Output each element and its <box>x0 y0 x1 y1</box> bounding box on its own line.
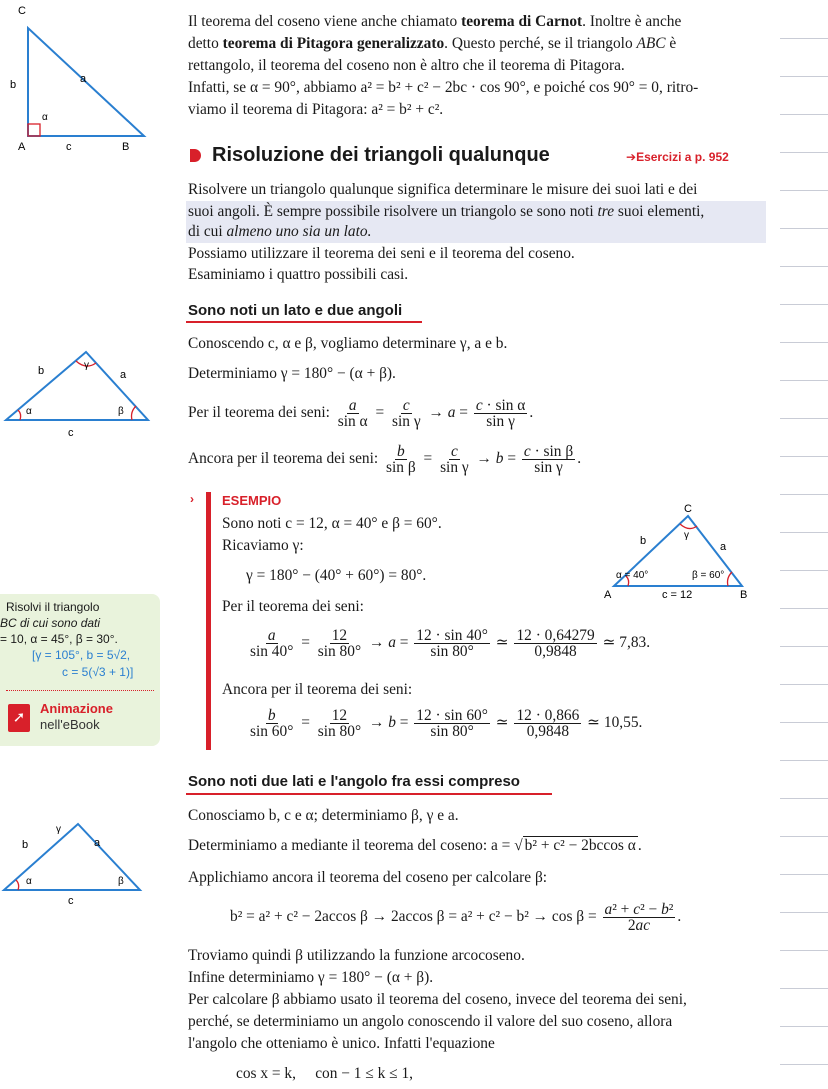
angle-gamma-label: γ <box>84 360 89 371</box>
intro-line-5: viamo il teorema di Pitagora: a² = b² + c². <box>188 101 444 118</box>
result-b: ≃ 10,55. <box>587 714 643 732</box>
case2-line-6: Infine determiniamo γ = 180° − (α + β). <box>188 969 434 986</box>
side-b-label: b <box>640 535 647 547</box>
vertex-a-label: A <box>604 589 612 601</box>
right-angle-mark <box>28 124 40 136</box>
fraction: $\frac{\text{a² + c² − b²}}{2ac}$ <box>604 901 674 934</box>
example-triangle-figure <box>598 500 758 606</box>
side-c-label: c <box>68 895 74 906</box>
sidebar-divider <box>6 690 154 691</box>
fraction: $\frac{12 \cdot \sin 40^\circ}{\sin 80^\circ}$ <box>416 627 488 660</box>
triangle-name: ABC <box>636 35 666 52</box>
case1-line-2: Determiniamo γ = 180° − (α + β). <box>188 365 396 382</box>
section-p4: Possiamo utilizzare il teorema dei seni e il teorema del coseno. <box>188 245 575 262</box>
sidebar-line-3: = 10, α = 45°, β = 30°. <box>0 632 118 646</box>
animation-link[interactable] <box>0 700 160 736</box>
case1-underline <box>186 321 422 323</box>
sidebar-line-2: BC di cui sono dati <box>0 616 101 630</box>
case2-line-7: Per calcolare β abbiamo usato il teorema del coseno, invece del teorema dei seni, <box>188 991 687 1008</box>
example-label: ESEMPIO <box>222 493 282 508</box>
exercise-link-label: Esercizi a p. 952 <box>636 150 729 164</box>
beta-arc <box>728 572 733 586</box>
sqrt-sign: √ <box>514 837 523 854</box>
intro-line-2 <box>188 34 676 54</box>
section-text: suoi elementi, <box>614 203 705 220</box>
angle-beta-label: β <box>118 876 124 887</box>
case2-line-1: Conosciamo b, c e α; determiniamo β, γ e a. <box>188 807 459 824</box>
example-line-1: Sono noti c = 12, α = 40° e β = 60°. <box>222 515 442 532</box>
sidebar-line-1: Risolvi il triangolo <box>6 600 100 614</box>
vertex-a-label: A <box>18 141 26 153</box>
fraction: $\frac{12}{\sin 80^\circ}$ <box>317 707 362 740</box>
alpha-arc <box>16 880 19 890</box>
case1-line-1: Conoscendo c, α e β, vogliamo determinare γ, a e b. <box>188 335 508 352</box>
beta-arc <box>132 406 137 420</box>
vertex-c-label: C <box>18 5 26 17</box>
intro-line-4: Infatti, se α = 90°, abbiamo a² = b² + c² − 2bc · cos 90°, e poiché cos 90° = 0, ritro- <box>188 79 699 96</box>
fraction: $\frac{12 \cdot 0,866}{0,9848}$ <box>516 707 580 740</box>
fraction: $\frac{a}{\text{sin α}}$ <box>337 397 368 430</box>
side-a-label: a <box>720 541 727 553</box>
fraction: $\frac{b}{\text{sin β}}$ <box>386 443 416 476</box>
section-p5: Esaminiamo i quattro possibili casi. <box>188 266 409 283</box>
example-line-2: Ricaviamo γ: <box>222 537 304 554</box>
exercise-link[interactable] <box>626 150 729 164</box>
section-p2 <box>188 202 704 222</box>
case2-line-10: cos x = k, con − 1 ≤ k ≤ 1, <box>236 1065 414 1082</box>
result-a: ≃ 7,83. <box>602 634 651 652</box>
case1-line-4: Ancora per il teorema dei seni: $\frac{b}{\text{sin β}}$ = $\frac{c}{\text{sin γ}}$ → b = $\frac{\text{c · sin β}}{\text{sin γ}}$ . <box>188 443 582 476</box>
side-a-label: a <box>80 73 87 85</box>
example-eq-1: $\frac{a}{\sin 40^\circ}$ = $\frac{12}{\sin 80^\circ}$ → a = $\frac{12 \cdot \sin 40^\circ}{\sin 80^\circ}$ ≃ $\frac{12 \cdot 0,64279}{0,9848}$ ≃ 7,83. <box>250 627 651 660</box>
fraction: $\frac{12}{\sin 80^\circ}$ <box>317 627 362 660</box>
case2-line-8: perché, se determiniamo un angolo conoscendo il valore del suo coseno, allora <box>188 1013 673 1030</box>
sqrt-radicand: b² + c² − 2bccos α <box>524 837 636 854</box>
case2-equation: b² = a² + c² − 2accos β → 2accos β = a² + c² − b² → cos β = <box>230 908 597 926</box>
side-a-label: a <box>94 837 101 849</box>
section-title: Risoluzione dei triangoli qualunque <box>212 144 550 166</box>
section-text: di cui <box>188 223 227 240</box>
side-b-label: b <box>38 365 45 377</box>
intro-text: . Inoltre è anche <box>582 13 682 30</box>
carnot-term: teorema di Carnot <box>461 13 583 30</box>
example-bar <box>206 492 211 750</box>
angle-alpha-label: α = 40° <box>616 570 649 581</box>
sidebar-solution-2: c = 5(√3 + 1)] <box>62 665 134 679</box>
right-triangle-figure <box>0 0 160 160</box>
angle-beta-label: β = 60° <box>692 570 725 581</box>
example-line-3: γ = 180° − (40° + 60°) = 80°. <box>246 567 427 584</box>
intro-text: Il teorema del coseno viene anche chiamato <box>188 13 462 30</box>
fraction: $\frac{a}{\sin 40^\circ}$ <box>250 627 294 660</box>
case1-text: Ancora per il teorema dei seni: <box>188 450 379 468</box>
fraction: $\frac{\text{c · sin β}}{\text{sin γ}}$ <box>523 443 574 476</box>
section-text: suoi angoli. È sempre possibile risolvere un triangolo se sono noti <box>188 203 598 220</box>
angle-gamma-label: γ <box>56 824 61 835</box>
case1-title: Sono noti un lato e due angoli <box>188 302 403 319</box>
case2-text: Determiniamo a mediante il teorema del coseno: a = <box>188 837 515 854</box>
fraction: $\frac{b}{\sin 60^\circ}$ <box>250 707 294 740</box>
exercise-sidebar <box>0 594 160 746</box>
triangle-figure-case1 <box>0 340 160 440</box>
case1-line-3: Per il teorema dei seni: $\frac{a}{\text{sin α}}$ = $\frac{c}{\text{sin γ}}$ → a = $\frac{\text{c · sin α}}{\text{sin γ}}$ . <box>188 397 534 430</box>
fraction: $\frac{c}{\text{sin γ}}$ <box>440 443 469 476</box>
section-p3 <box>188 222 371 242</box>
section-text-italic: tre <box>597 203 615 220</box>
section-text-italic: almeno uno sia un lato. <box>226 223 372 240</box>
case2-line-2: Determiniamo a mediante il teorema del coseno: a = √ b² + c² − 2bccos α . <box>188 837 642 854</box>
side-b-label: b <box>10 79 17 91</box>
case2-title: Sono noti due lati e l'angolo fra essi compreso <box>188 773 520 790</box>
side-c-label: c <box>66 141 72 153</box>
triangle-figure-case2 <box>0 810 160 906</box>
arrow-right-icon: ➔ <box>626 150 637 164</box>
vertex-c-label: C <box>684 503 692 515</box>
case2-line-3: Applichiamo ancora il teorema del coseno per calcolare β: <box>188 869 548 886</box>
ebook-label: nell'eBook <box>40 717 100 732</box>
vertex-b-label: B <box>122 141 130 153</box>
vertex-b-label: B <box>740 589 748 601</box>
angle-alpha-label: α <box>26 406 32 417</box>
example-line-4: Per il teorema dei seni: <box>222 598 364 615</box>
fraction: $\frac{12 \cdot 0,64279}{0,9848}$ <box>516 627 595 660</box>
case2-underline <box>186 793 552 795</box>
case2-line-5: Troviamo quindi β utilizzando la funzione arcocoseno. <box>188 947 525 964</box>
example-line-5: Ancora per il teorema dei seni: <box>222 681 413 698</box>
section-p1: Risolvere un triangolo qualunque significa determinare le misure dei suoi lati e dei <box>188 181 698 198</box>
intro-line-1 <box>188 12 681 32</box>
cursor-icon: ➚ <box>8 704 30 732</box>
side-c-label: c = 12 <box>662 589 693 601</box>
side-c-label: c <box>68 427 74 439</box>
side-b-label: b <box>22 839 29 851</box>
section-marker <box>190 149 201 162</box>
fraction: $\frac{\text{c · sin α}}{\text{sin γ}}$ <box>475 397 526 430</box>
intro-text: detto <box>188 35 223 52</box>
angle-gamma-label: γ <box>684 530 689 541</box>
side-a-label: a <box>120 369 127 381</box>
fraction: $\frac{12 \cdot \sin 60^\circ}{\sin 80^\circ}$ <box>416 707 488 740</box>
intro-text: è <box>665 35 677 52</box>
example-arrow-icon: › <box>190 492 194 506</box>
case2-line-4: b² = a² + c² − 2accos β → 2accos β = a² + c² − b² → cos β = $\frac{\text{a² + c² − b²}}{2ac}$ . <box>230 901 682 934</box>
sidebar-solution-1: [γ = 105°, b = 5√2, <box>32 648 131 662</box>
case1-text: Per il teorema dei seni: <box>188 404 330 422</box>
fraction: $\frac{c}{\text{sin γ}}$ <box>392 397 421 430</box>
alpha-arc <box>18 410 21 420</box>
angle-alpha-label: α <box>26 876 32 887</box>
intro-line-3: rettangolo, il teorema del coseno non è altro che il teorema di Pitagora. <box>188 57 625 74</box>
animation-label: Animazione <box>40 701 113 716</box>
angle-alpha-label: α <box>42 112 48 123</box>
pitagora-term: teorema di Pitagora generalizzato <box>222 35 445 52</box>
example-eq-2: $\frac{b}{\sin 60^\circ}$ = $\frac{12}{\sin 80^\circ}$ → b = $\frac{12 \cdot \sin 60^\circ}{\sin 80^\circ}$ ≃ $\frac{12 \cdot 0,866}{0,9848}$ ≃ 10,55. <box>250 707 643 740</box>
angle-beta-label: β <box>118 406 124 417</box>
intro-text: . Questo perché, se il triangolo <box>444 35 637 52</box>
case2-line-9: l'angolo che otteniamo è unico. Infatti l'equazione <box>188 1035 495 1052</box>
